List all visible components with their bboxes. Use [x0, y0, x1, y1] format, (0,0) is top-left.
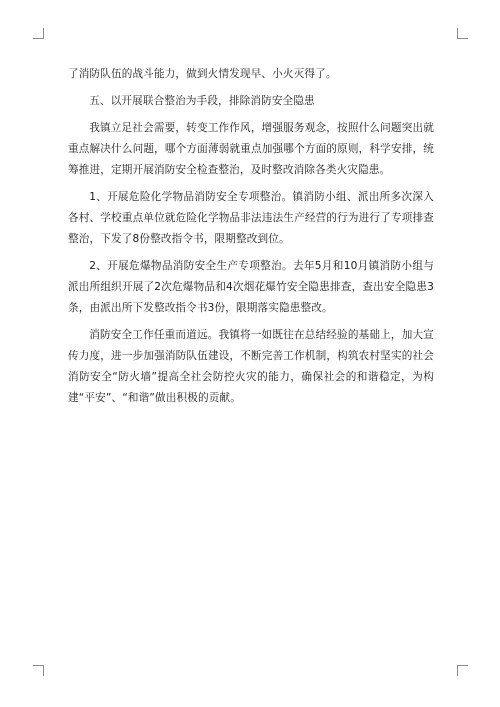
- crop-mark-bottom-right: [457, 665, 468, 676]
- crop-mark-bottom-left: [33, 665, 44, 676]
- paragraph-continuation: 了消防队伍的战斗能力，做到火情发现早、小火灭得了。: [68, 68, 337, 80]
- paragraph-item-2: 2、开展危爆物品消防安全生产专项整治。去年5月和10月镇消防小组与派出所组织开展了2次危爆物品和4次烟花爆竹安全隐患排查，查出安全隐患3条，由派出所下发整改指令书3份，限期落实隐患整改。: [68, 260, 434, 314]
- paragraph-conclusion: 消防安全工作任重而道远。我镇将一如既往在总结经验的基础上，加大宣传力度，进一步加强消防队伍建设，不断完善工作机制，构筑农村坚实的社会消防安全“防火墙”提高全社会防控火灾的能力，确保社会的和谐稳定，为构建“平安”、“和谐”做出积极的贡献。: [68, 329, 434, 404]
- crop-mark-top-right: [457, 28, 468, 39]
- document-body: [68, 64, 434, 415]
- paragraph-item-1: 1、开展危险化学物品消防安全专项整治。镇消防小组、派出所多次深入各村、学校重点单位就危险化学物品非法违法生产经营的行为进行了专项排查整治，下发了8份整改指令书，限期整改到位。: [68, 191, 434, 245]
- crop-mark-top-left: [33, 28, 44, 39]
- section-heading: 五、以开展联合整治为手段，排除消防安全隐患: [89, 95, 315, 107]
- paragraph-section-intro: 我镇立足社会需要，转变工作作风，增强服务观念，按照什么问题突出就重点解决什么问题，哪个方面薄弱就重点加强哪个方面的原则，科学安排，统筹推进，定期开展消防安全检查整治，及时整改消除各类火灾隐患。: [68, 122, 434, 176]
